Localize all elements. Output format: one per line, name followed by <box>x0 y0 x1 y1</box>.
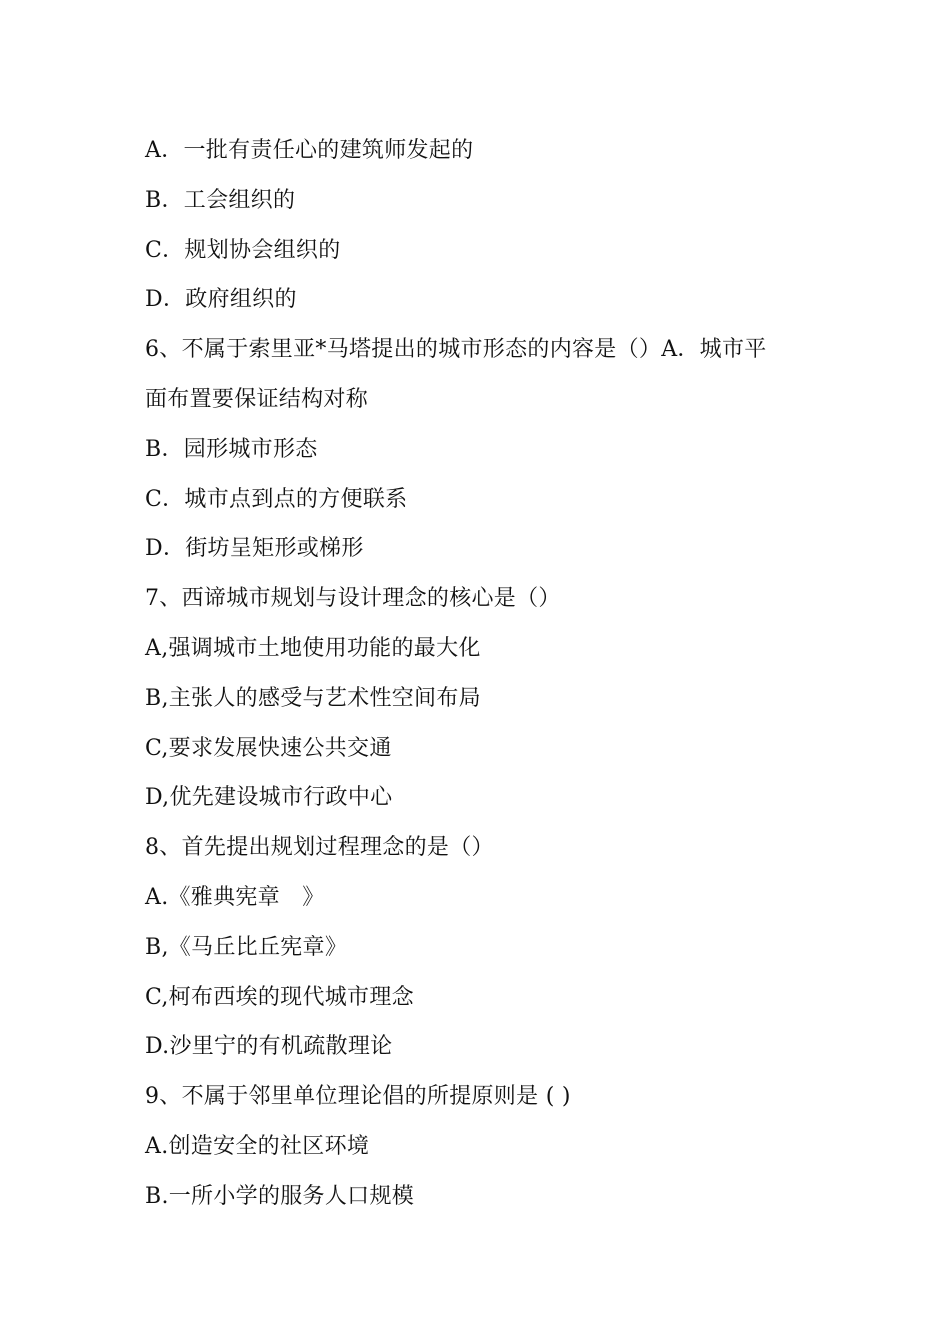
question-9: 9、不属于邻里单位理论倡的所提原则是 ( ) <box>145 1084 571 1110</box>
option-b-q9: B.一所小学的服务人口规模 <box>145 1183 415 1209</box>
question-7: 7、西谛城市规划与设计理念的核心是（） <box>145 586 561 612</box>
question-6: 6、不属于索里亚*马塔提出的城市形态的内容是（）A．城市平 <box>145 337 767 363</box>
option-d-q5: D．政府组织的 <box>145 287 297 313</box>
document-body <box>145 126 835 1222</box>
option-b-q8: B,《马丘比丘宪章》 <box>145 934 348 960</box>
option-a-q9: A.创造安全的社区环境 <box>145 1133 370 1159</box>
option-a-q7: A,强调城市土地使用功能的最大化 <box>145 635 481 661</box>
question-8: 8、首先提出规划过程理念的是（） <box>145 835 494 861</box>
option-c-q7: C,要求发展快速公共交通 <box>145 735 392 761</box>
option-c-q6: C．城市点到点的方便联系 <box>145 486 408 512</box>
option-b-q7: B,主张人的感受与艺术性空间布局 <box>145 685 481 711</box>
option-a-q8: A.《雅典宪章 》 <box>145 884 325 910</box>
question-6-continued: 面布置要保证结构对称 <box>145 386 369 412</box>
option-a-q5: A．一批有责任心的建筑师发起的 <box>145 138 474 163</box>
option-c-q5: C．规划协会组织的 <box>145 237 341 263</box>
option-b-q6: B．园形城市形态 <box>145 436 318 462</box>
option-d-q7: D,优先建设城市行政中心 <box>145 785 393 811</box>
option-d-q8: D.沙里宁的有机疏散理论 <box>145 1034 393 1060</box>
option-b-q5: B．工会组织的 <box>145 187 296 213</box>
option-c-q8: C,柯布西埃的现代城市理念 <box>145 984 414 1010</box>
option-d-q6: D．街坊呈矩形或梯形 <box>145 536 364 562</box>
